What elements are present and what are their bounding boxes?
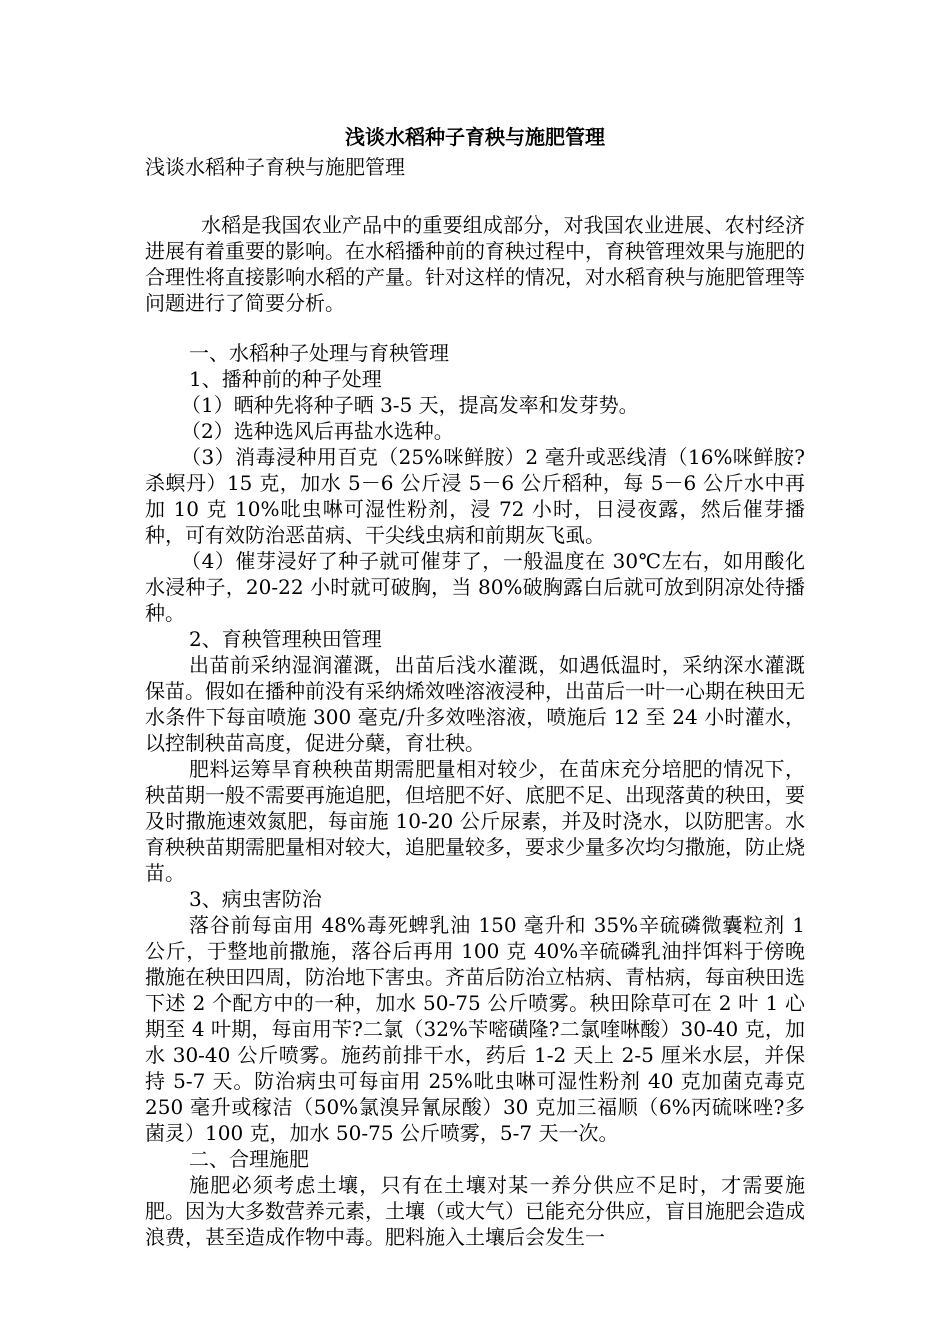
list-item: （1）晒种先将种子晒 3-5 天，提高发率和发芽势。 <box>181 393 639 417</box>
list-item: （3）消毒浸种用百克（25%咪鲜胺）2 毫升或恶线清（16%咪鲜胺?杀螟丹）15 克，加水 5－6 公斤浸 5－6 公斤稻种，每 5－6 公斤水中再加 10 克 10%吡虫啉可湿性粉剂，浸 72 小时，日浸夜露，然后催芽播种，可有效防治恶苗病、干尖线虫病和前期灰飞虱。 <box>145 445 805 547</box>
subsection-heading: 3、病虫害防治 <box>189 887 322 911</box>
document-page <box>145 122 805 1250</box>
document-subtitle: 浅谈水稻种子育秧与施肥管理 <box>145 155 405 179</box>
blank-line <box>145 316 805 340</box>
section-heading: 一、水稻种子处理与育秧管理 <box>189 341 449 365</box>
intro-paragraph: 水稻是我国农业产品中的重要组成部分，对我国农业进展、农村经济进展有着重要的影响。在水稻播种前的育秧过程中，育秧管理效果与施肥的合理性将直接影响水稻的产量。针对这样的情况，对水稻育秧与施肥管理等问题进行了简要分析。 <box>145 213 805 315</box>
blank-line <box>145 182 805 212</box>
list-item: （2）选种选风后再盐水选种。 <box>181 419 454 443</box>
subsection-heading: 1、播种前的种子处理 <box>189 367 382 391</box>
document-title: 浅谈水稻种子育秧与施肥管理 <box>345 125 605 149</box>
body-paragraph: 肥料运筹旱育秧秧苗期需肥量相对较少，在苗床充分培肥的情况下，秧苗期一般不需要再施追肥，但培肥不好、底肥不足、出现落黄的秧田，要及时撒施速效氮肥，每亩施 10-20 公斤尿素，并及时浇水，以防肥害。水育秧秧苗期需肥量相对较大，追肥量较多，要求少量多次均匀撒施，防止烧苗。 <box>145 757 805 885</box>
body-paragraph: 施肥必须考虑土壤，只有在土壤对某一养分供应不足时，才需要施肥。因为大多数营养元素，土壤（或大气）已能充分供应，盲目施肥会造成浪费，甚至造成作物中毒。肥料施入土壤后会发生一 <box>145 1173 805 1249</box>
section-heading: 二、合理施肥 <box>189 1147 309 1171</box>
body-paragraph: 出苗前采纳湿润灌溉，出苗后浅水灌溉，如遇低温时，采纳深水灌溉保苗。假如在播种前没有采纳烯效唑溶液浸种，出苗后一叶一心期在秧田无水条件下每亩喷施 300 毫克/升多效唑溶液，喷施后 12 至 24 小时灌水，以控制秧苗高度，促进分蘖，育壮秧。 <box>145 653 805 755</box>
body-paragraph: 落谷前每亩用 48%毒死蜱乳油 150 毫升和 35%辛硫磷微囊粒剂 1 公斤，于整地前撒施，落谷后再用 100 克 40%辛硫磷乳油拌饵料于傍晚撒施在秧田四周，防治地下害虫。齐苗后防治立枯病、青枯病，每亩秧田选下述 2 个配方中的一种，加水 50-75 公斤喷雾。秧田除草可在 2 叶 1 心期至 4 叶期，每亩用苄?二氯（32%苄嘧磺隆?二氯喹啉酸）30-40 克，加水 30-40 公斤喷雾。施药前排干水，药后 1-2 天上 2-5 厘米水层，并保持 5-7 天。防治病虫可每亩用 25%吡虫啉可湿性粉剂 40 克加菌克毒克 250 毫升或稼洁（50%氯溴异氰尿酸）30 克加三福顺（6%丙硫咪唑?多菌灵）100 克，加水 50-75 公斤喷雾，5-7 天一次。 <box>145 913 805 1145</box>
subsection-heading: 2、育秧管理秧田管理 <box>189 627 382 651</box>
list-item: （4）催芽浸好了种子就可催芽了，一般温度在 30℃左右，如用酸化水浸种子，20-22 小时就可破胸，当 80%破胸露白后就可放到阴凉处待播种。 <box>145 549 805 625</box>
